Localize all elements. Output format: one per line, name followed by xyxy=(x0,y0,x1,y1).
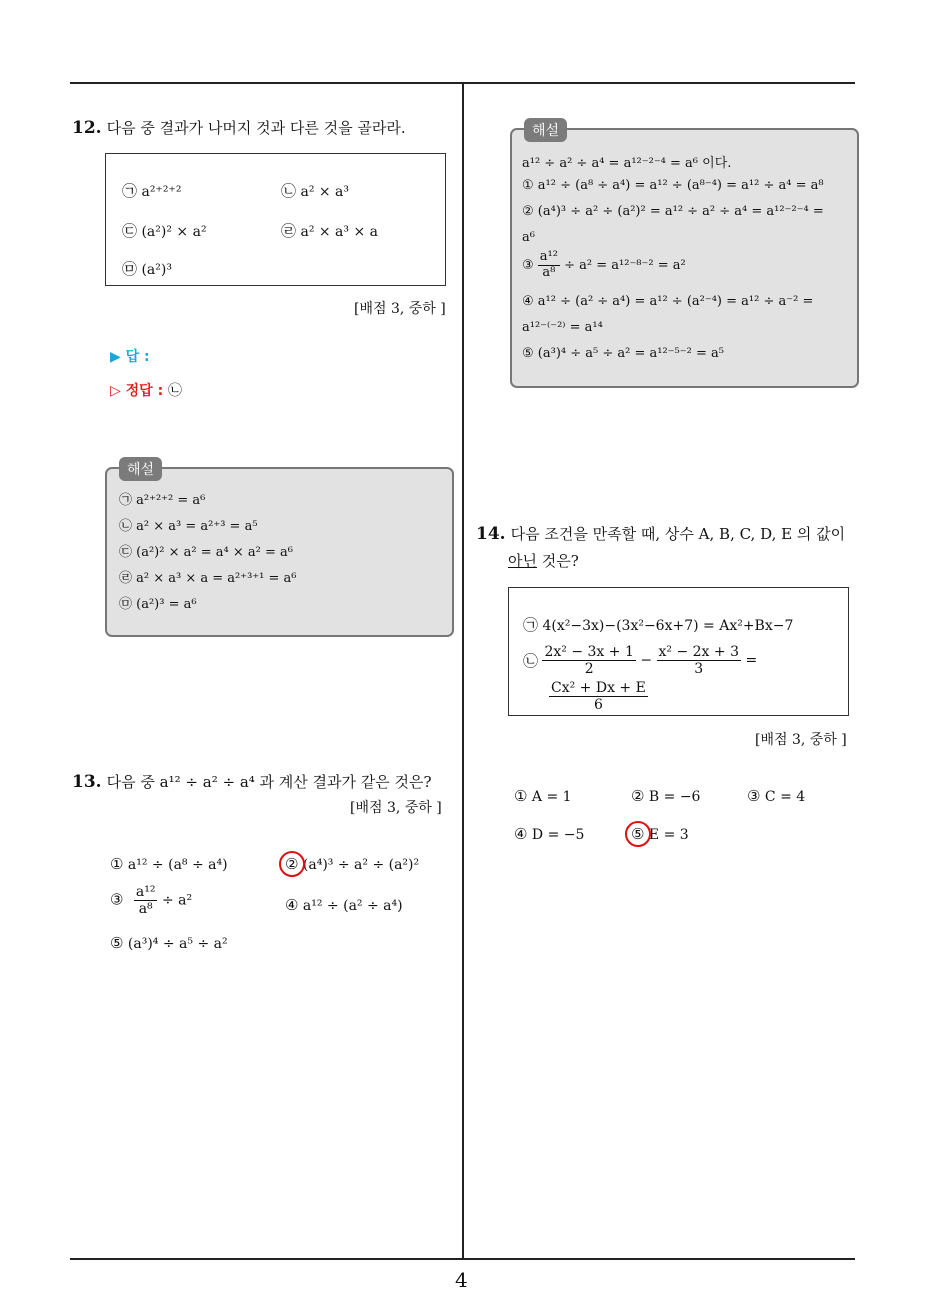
question-text: 다음 조건을 만족할 때, 상수 A, B, C, D, E 의 값이 xyxy=(510,525,846,543)
option-fraction xyxy=(134,884,158,917)
option-mark: ② xyxy=(631,787,645,805)
q13-option-2 xyxy=(285,855,419,873)
option-mark: ② xyxy=(285,855,299,873)
q14-condition-1 xyxy=(523,614,793,635)
option-expr: ÷ a² xyxy=(161,892,193,909)
question-text: 다음 중 a¹² ÷ a² ÷ a⁴ 과 계산 결과가 같은 것은? xyxy=(106,773,432,791)
option-expr: a² × a³ xyxy=(300,184,350,200)
q12-solution-box xyxy=(105,462,454,637)
answer-label: ▶ 답 : xyxy=(110,349,150,365)
option-mark: ㉣ xyxy=(281,222,297,240)
option-expr: C = 4 xyxy=(764,789,806,805)
option-mark: ㉠ xyxy=(122,182,138,200)
solution-line: ④ a¹² ÷ (a² ÷ a⁴) = a¹² ÷ (a²⁻⁴) = a¹² ÷ a⁻² = xyxy=(522,294,814,309)
fraction-numerator: Cx² + Dx + E xyxy=(551,680,646,696)
option-mark: ㉤ xyxy=(122,260,138,278)
question-13 xyxy=(72,771,432,792)
question-12 xyxy=(72,117,406,138)
option-expr: E = 3 xyxy=(648,827,689,843)
question-number: 13. xyxy=(72,772,102,792)
option-expr: (a²)² × a² xyxy=(141,224,207,240)
fraction-numerator: x² − 2x + 3 xyxy=(658,644,739,660)
option-mark: ③ xyxy=(747,787,761,805)
page-number: 4 xyxy=(455,1268,468,1292)
option-expr: D = −5 xyxy=(531,827,585,843)
solution-line: ㉡ a² × a³ = a²⁺³ = a⁵ xyxy=(119,519,258,534)
correct-label: ▷ 정답 : xyxy=(110,383,164,399)
solution-line: ㉣ a² × a³ × a = a²⁺³⁺¹ = a⁶ xyxy=(119,571,297,586)
fraction-numerator: a¹² xyxy=(135,884,156,900)
option-mark: ③ xyxy=(522,257,534,273)
fraction-denominator: a⁸ xyxy=(542,264,556,280)
option-mark: ㉡ xyxy=(281,182,297,200)
column-divider xyxy=(462,83,464,1258)
correct-answer xyxy=(110,380,182,400)
q13-option-3 xyxy=(110,884,192,917)
q13-option-4 xyxy=(285,896,403,914)
solution-line: ㉠ a²⁺²⁺² = a⁶ xyxy=(119,493,206,508)
option-expr: (a⁴)³ ÷ a² ÷ (a²)² xyxy=(302,857,420,873)
q13-option-1 xyxy=(110,855,228,873)
option-expr: a²⁺²⁺² xyxy=(141,184,182,200)
underlined-word: 아닌 xyxy=(508,552,537,570)
fraction-denominator: 3 xyxy=(694,661,704,678)
solution-tail: ÷ a² = a¹²⁻⁸⁻² = a² xyxy=(564,257,686,273)
q12-option-1 xyxy=(122,180,181,201)
question-number: 12. xyxy=(72,118,102,138)
q14-score: [배점 3, 중하 ] xyxy=(755,732,847,748)
solution-line-fraction xyxy=(522,250,686,281)
q14-option-3 xyxy=(747,787,805,805)
solution-tag: 해설 xyxy=(119,457,162,481)
option-mark: ③ xyxy=(110,890,124,909)
q14-option-4 xyxy=(514,825,584,843)
selected-answer-circle xyxy=(625,821,651,847)
question-text-rest: 것은? xyxy=(536,552,579,570)
option-expr: a¹² ÷ (a² ÷ a⁴) xyxy=(302,898,403,914)
question-14 xyxy=(476,523,861,544)
fraction-denominator: a⁸ xyxy=(138,901,153,918)
fraction-3 xyxy=(549,680,648,713)
q14-condition-box xyxy=(508,587,849,716)
q14-option-1 xyxy=(514,787,572,805)
q12-option-5 xyxy=(122,258,172,279)
fraction-denominator: 2 xyxy=(584,661,594,678)
solution-line: a¹² ÷ a² ÷ a⁴ = a¹²⁻²⁻⁴ = a⁶ 이다. xyxy=(522,156,732,171)
question-text-line2 xyxy=(508,550,579,571)
q12-option-2 xyxy=(281,180,349,201)
selected-answer-circle xyxy=(279,851,305,877)
fraction-numerator: 2x² − 3x + 1 xyxy=(544,644,634,660)
solution-line: a¹²⁻⁽⁻²⁾ = a¹⁴ xyxy=(522,320,603,335)
option-expr: (a³)⁴ ÷ a⁵ ÷ a² xyxy=(127,936,228,952)
q12-option-4 xyxy=(281,220,378,241)
q12-option-3 xyxy=(122,220,207,241)
option-mark: ① xyxy=(514,787,528,805)
solution-line: ㉤ (a²)³ = a⁶ xyxy=(119,597,197,612)
option-expr: A = 1 xyxy=(531,789,572,805)
solution-line: ㉢ (a²)² × a² = a⁴ × a² = a⁶ xyxy=(119,545,293,560)
condition-mark: ㉠ xyxy=(523,616,539,634)
solution-line: a⁶ xyxy=(522,230,535,245)
minus-sign: − xyxy=(640,652,653,669)
option-mark: ㉢ xyxy=(122,222,138,240)
fraction-2 xyxy=(657,644,741,677)
fraction-numerator: a¹² xyxy=(539,249,558,264)
fraction-1 xyxy=(542,644,635,677)
question-text: 다음 중 결과가 나머지 것과 다른 것을 골라라. xyxy=(106,119,406,137)
solution-line: ① a¹² ÷ (a⁸ ÷ a⁴) = a¹² ÷ (a⁸⁻⁴) = a¹² ÷ a⁴ = a⁸ xyxy=(522,178,824,193)
bottom-rule xyxy=(70,1258,855,1260)
fraction-denominator: 6 xyxy=(593,697,603,714)
solution-line: ② (a⁴)³ ÷ a² ÷ (a²)² = a¹² ÷ a² ÷ a⁴ = a¹²⁻²⁻⁴ = xyxy=(522,204,824,219)
correct-value: ㉡ xyxy=(168,383,183,399)
option-expr: a¹² ÷ (a⁸ ÷ a⁴) xyxy=(127,857,228,873)
q12-score: [배점 3, 중하 ] xyxy=(354,301,446,317)
option-expr: B = −6 xyxy=(648,789,701,805)
q14-condition-2 xyxy=(523,644,757,677)
q14-condition-2-rhs xyxy=(549,680,648,713)
equals-sign: = xyxy=(745,652,758,669)
solution-tag: 해설 xyxy=(524,118,567,142)
option-expr: (a²)³ xyxy=(141,262,172,278)
option-mark: ⑤ xyxy=(631,825,645,843)
condition-mark: ㉡ xyxy=(523,652,539,671)
q13-solution-box xyxy=(510,123,859,388)
solution-fraction xyxy=(538,250,560,281)
question-number: 14. xyxy=(476,524,506,544)
q13-option-5 xyxy=(110,934,228,952)
condition-expr: 4(x²−3x)−(3x²−6x+7) = Ax²+Bx−7 xyxy=(542,618,794,634)
q14-option-2 xyxy=(631,787,700,805)
q13-score: [배점 3, 중하 ] xyxy=(350,800,442,816)
solution-line: ⑤ (a³)⁴ ÷ a⁵ ÷ a² = a¹²⁻⁵⁻² = a⁵ xyxy=(522,346,724,361)
option-mark: ⑤ xyxy=(110,934,124,952)
option-mark: ④ xyxy=(514,825,528,843)
option-mark: ④ xyxy=(285,896,299,914)
q12-choice-box xyxy=(105,153,446,286)
option-mark: ① xyxy=(110,855,124,873)
option-expr: a² × a³ × a xyxy=(300,224,378,240)
